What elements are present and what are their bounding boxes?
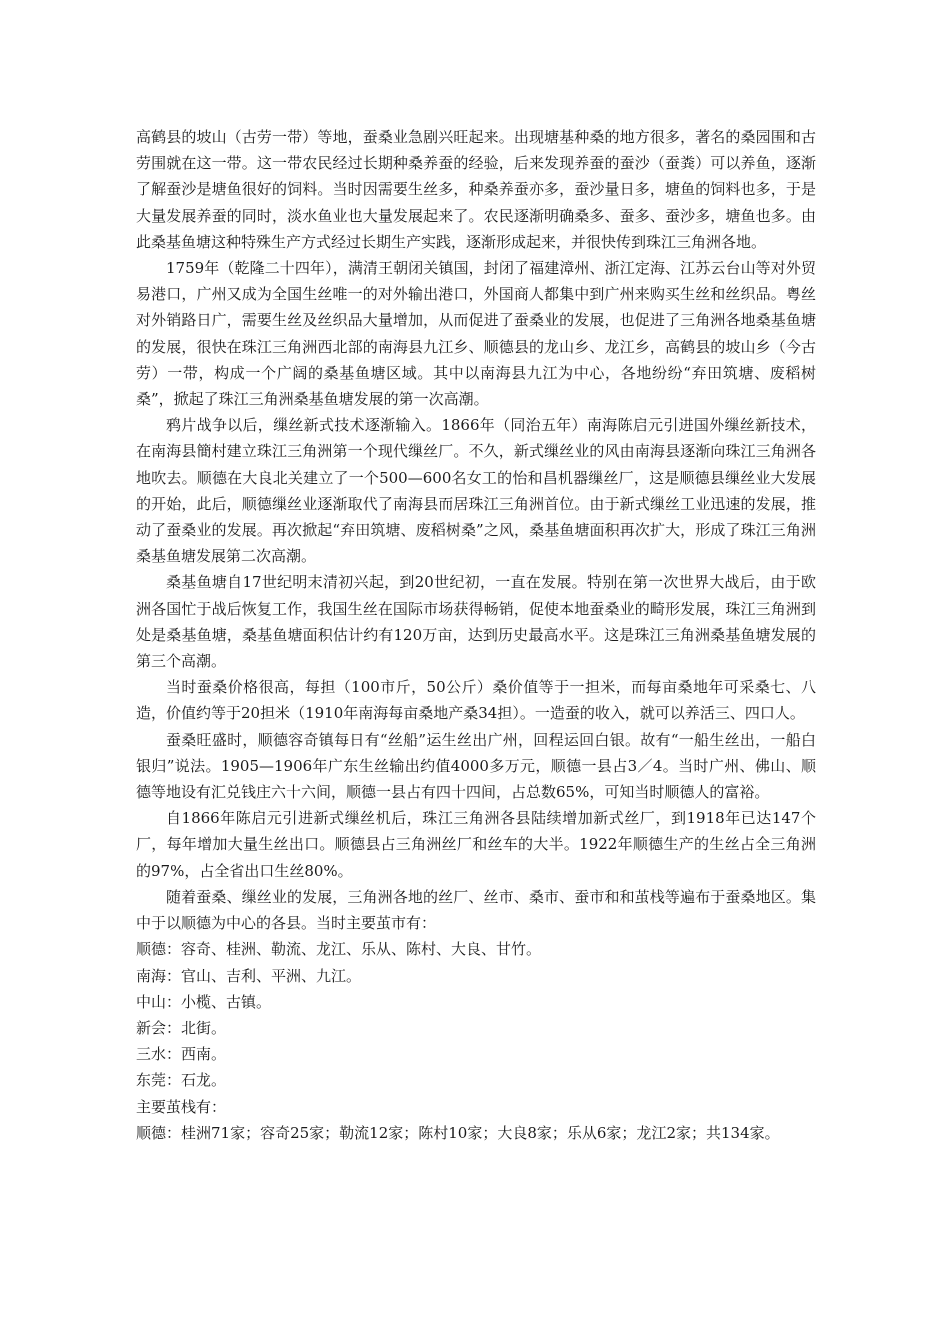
list-line: 三水：西南。	[136, 1045, 227, 1064]
paragraph: 桑基鱼塘自17世纪明末清初兴起，到20世纪初，一直在发展。特别在第一次世界大战后，由于欧洲各国忙于战后恢复工作，我国生丝在国际市场获得畅销，促使本地蚕桑业的畸形发展，珠江三角洲到处是桑基鱼塘，桑基鱼塘面积估计约有120万亩，达到历史最高水平。这是珠江三角洲桑基鱼塘发展的第三个高潮。	[136, 573, 816, 671]
paragraph: 自1866年陈启元引进新式缫丝机后，珠江三角洲各县陆续增加新式丝厂，到1918年已达147个厂，每年增加大量生丝出口。顺德县占三角洲丝厂和丝车的大半。1922年顺德生产的生丝占全三角洲的97%，占全省出口生丝80%。	[136, 809, 816, 880]
document-body	[136, 124, 816, 1146]
list-line: 主要茧栈有：	[136, 1097, 227, 1116]
paragraph: 高鹤县的坡山（古劳一带）等地，蚕桑业急剧兴旺起来。出现塘基种桑的地方很多，著名的桑园围和古劳围就在这一带。这一带农民经过长期种桑养蚕的经验，后来发现养蚕的蚕沙（蚕粪）可以养鱼，逐渐了解蚕沙是塘鱼很好的饲料。当时因需要生丝多，种桑养蚕亦多，蚕沙量日多，塘鱼的饲料也多，于是大量发展养蚕的同时，淡水鱼业也大量发展起来了。农民逐渐明确桑多、蚕多、蚕沙多，塘鱼也多。由此桑基鱼塘这种特殊生产方式经过长期生产实践，逐渐形成起来，并很快传到珠江三角洲各地。	[136, 128, 816, 251]
list-line: 新会：北街。	[136, 1018, 227, 1037]
paragraph: 蚕桑旺盛时，顺德容奇镇每日有“丝船”运生丝出广州，回程运回白银。故有“一船生丝出，一船白银归”说法。1905—1906年广东生丝输出约值4000多万元，顺德一县占3／4。当时广州、佛山、顺德等地设有汇兑钱庄六十六间，顺德一县占有四十四间，占总数65%，可知当时顺德人的富裕。	[136, 730, 816, 802]
list-line: 东莞：石龙。	[136, 1071, 227, 1090]
paragraph: 当时蚕桑价格很高，每担（100市斤，50公斤）桑价值等于一担米，而每亩桑地年可采桑七、八造，价值约等于20担米（1910年南海每亩桑地产桑34担）。一造蚕的收入，就可以养活三、四口人。	[136, 678, 816, 723]
paragraph: 1759年（乾隆二十四年），满清王朝闭关镇国，封闭了福建漳州、浙江定海、江苏云台山等对外贸易港口，广州又成为全国生丝唯一的对外输出港口，外国商人都集中到广州来购买生丝和丝织品。粤丝对外销路日广，需要生丝及丝织品大量增加，从而促进了蚕桑业的发展，也促进了三角洲各地桑基鱼塘的发展，很快在珠江三角洲西北部的南海县九江乡、顺德县的龙山乡、龙江乡，高鹤县的坡山乡（今古劳）一带，构成一个广阔的桑基鱼塘区域。其中以南海县九江为中心，各地纷纷“弃田筑塘、废稻树桑”，掀起了珠江三角洲桑基鱼塘发展的第一次高潮。	[136, 259, 816, 409]
list-line: 顺德：桂洲71家；容奇25家；勒流12家；陈村10家；大良8家；乐从6家；龙江2家；共134家。	[136, 1123, 780, 1142]
paragraph: 随着蚕桑、缫丝业的发展，三角洲各地的丝厂、丝市、桑市、蚕市和和茧栈等遍布于蚕桑地区。集中于以顺德为中心的各县。当时主要茧市有：	[136, 887, 816, 933]
list-line: 顺德：容奇、桂洲、勒流、龙江、乐从、陈村、大良、甘竹。	[136, 940, 542, 959]
list-line: 中山：小榄、古镇。	[136, 992, 272, 1011]
paragraph: 鸦片战争以后，缫丝新式技术逐渐输入。1866年（同治五年）南海陈启元引进国外缫丝新技术，在南海县簡村建立珠江三角洲第一个现代缫丝厂。不久，新式缫丝业的风由南海县逐渐向珠江三角洲各地吹去。顺德在大良北关建立了一个500—600名女工的怡和昌机器缫丝厂，这是顺德县缫丝业大发展的开始，此后，顺德缫丝业逐渐取代了南海县而居珠江三角洲首位。由于新式缫丝工业迅速的发展，推动了蚕桑业的发展。再次掀起“弃田筑塘、废稻树桑”之风，桑基鱼塘面积再次扩大，形成了珠江三角洲桑基鱼塘发展第二次高潮。	[136, 416, 816, 566]
list-line: 南海：官山、吉利、平洲、九江。	[136, 966, 362, 985]
